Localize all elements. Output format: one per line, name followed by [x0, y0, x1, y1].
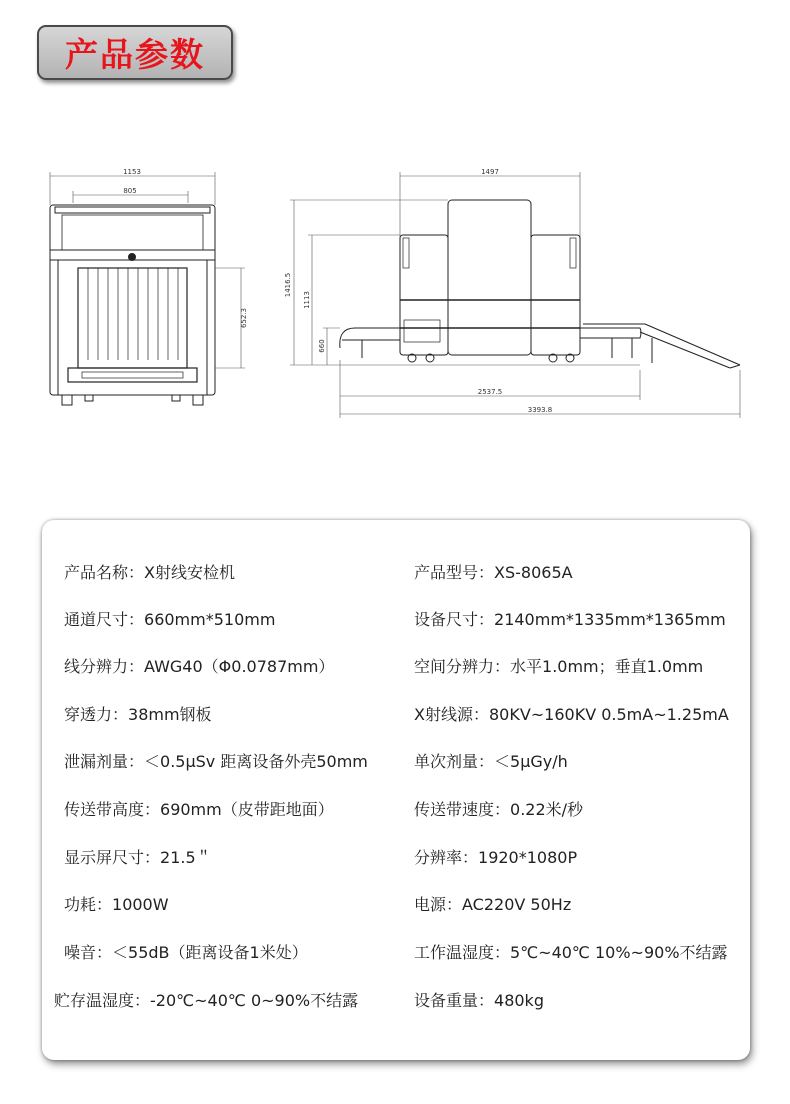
spec-item: 空间分辨力：水平1.0mm；垂直1.0mm	[414, 657, 704, 676]
spec-item: 贮存温湿度：-20℃~40℃ 0~90%不结露	[54, 991, 359, 1010]
dim-total-height: 1416.5	[284, 272, 292, 298]
dim-body-height: 1113	[303, 291, 311, 309]
spec-item: 产品型号：XS-8065A	[414, 563, 573, 582]
dim-front-inner-width: 805	[123, 187, 137, 195]
dim-length-b: 3393.8	[527, 406, 553, 414]
machine-technical-drawing	[0, 160, 790, 430]
dim-front-width: 1153	[123, 168, 141, 176]
dim-length-a: 2537.5	[477, 388, 503, 396]
dim-tunnel-height: 652.3	[240, 307, 248, 329]
spec-item: 穿透力：38mm钢板	[64, 705, 212, 724]
spec-item: 泄漏剂量：＜0.5μSv 距离设备外壳50mm	[64, 752, 368, 771]
spec-item: 通道尺寸：660mm*510mm	[64, 610, 276, 629]
section-title: 产品参数	[65, 35, 205, 74]
spec-item: X射线源：80KV~160KV 0.5mA~1.25mA	[414, 705, 729, 724]
spec-item: 工作温湿度：5℃~40℃ 10%~90%不结露	[414, 943, 728, 962]
spec-item: 设备尺寸：2140mm*1335mm*1365mm	[414, 610, 726, 629]
spec-item: 分辨率：1920*1080P	[414, 848, 578, 867]
spec-card	[42, 520, 750, 1060]
dim-side-top-width: 1497	[481, 168, 499, 176]
spec-item: 噪音：＜55dB（距离设备1米处）	[64, 943, 308, 962]
dim-belt-height: 660	[318, 339, 326, 353]
front-view-drawing	[50, 172, 245, 405]
spec-item: 电源：AC220V 50Hz	[414, 895, 572, 914]
spec-item: 显示屏尺寸：21.5＂	[64, 848, 212, 867]
spec-item: 传送带高度：690mm（皮带距地面）	[64, 800, 334, 819]
spec-item: 传送带速度：0.22米/秒	[414, 800, 584, 819]
spec-item: 设备重量：480kg	[414, 991, 544, 1010]
spec-item: 线分辨力：AWG40（Φ0.0787mm）	[64, 657, 335, 676]
side-view-drawing	[290, 172, 740, 418]
spec-item: 功耗：1000W	[64, 895, 169, 914]
section-title-tab	[37, 25, 233, 80]
spec-item: 单次剂量：＜5μGy/h	[414, 752, 568, 771]
spec-item: 产品名称：X射线安检机	[64, 563, 235, 582]
